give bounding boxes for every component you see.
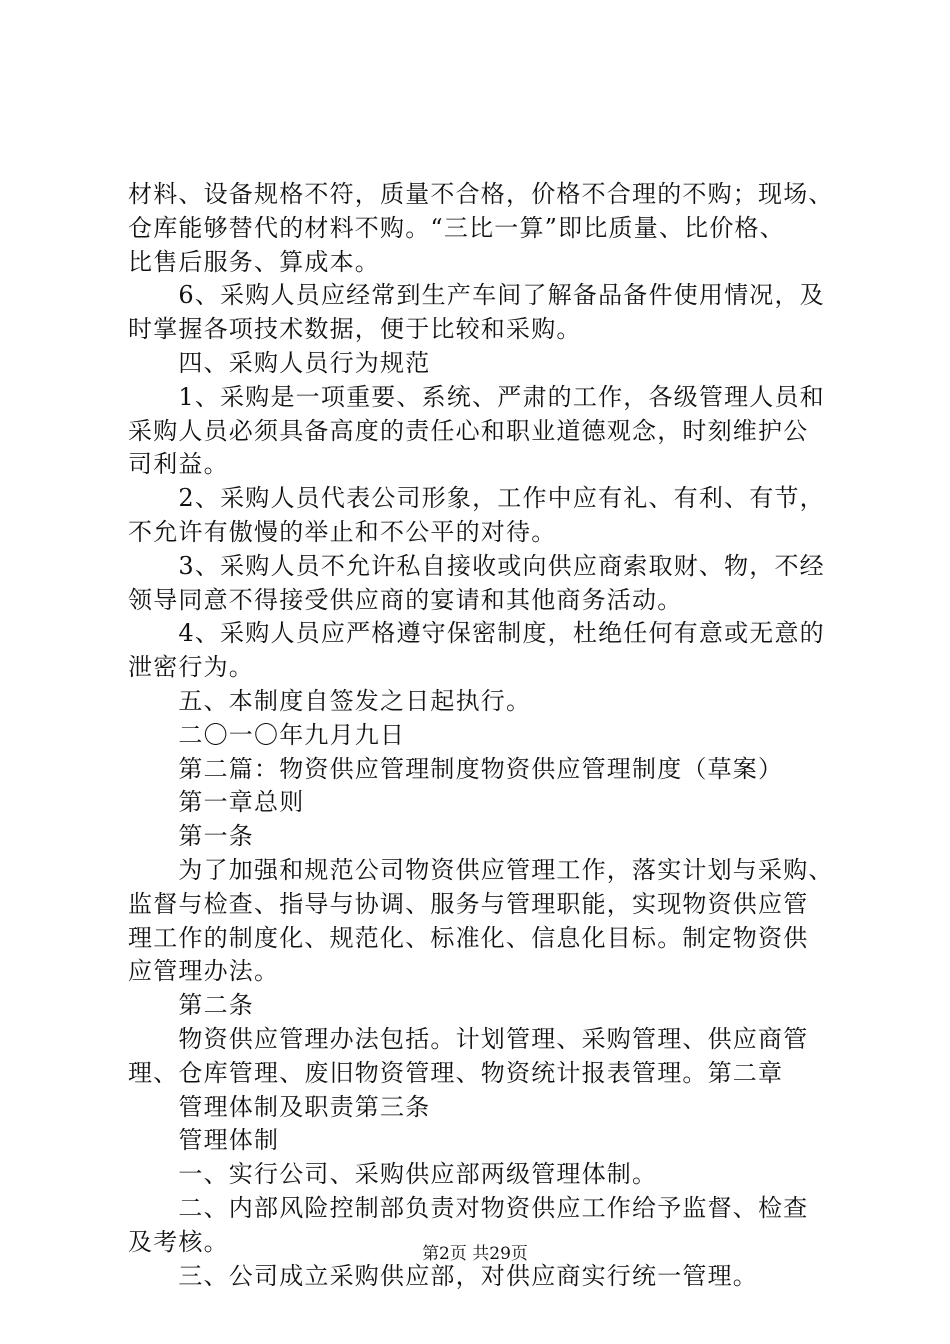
text-line: 二、内部风险控制部负责对物资供应工作给予监督、检查 <box>128 1193 809 1222</box>
page-number: 第2页 共29页 <box>422 1244 528 1264</box>
page-footer <box>0 1243 950 1265</box>
text-line: 材料、设备规格不符，质量不合格，价格不合理的不购；现场、 <box>128 180 834 208</box>
text-line: 监督与检查、指导与协调、服务与管理职能，实现物资供应管 <box>128 889 809 918</box>
text-line: 五、本制度自签发之日起执行。 <box>128 686 532 715</box>
text-line: 比售后服务、算成本。 <box>128 247 380 276</box>
text-line: 管理体制 <box>128 1126 280 1155</box>
text-line: 3、采购人员不允许私自接收或向供应商索取财、物，不经 <box>128 551 825 580</box>
text-line: 领导同意不得接受供应商的宴请和其他商务活动。 <box>128 585 683 614</box>
text-line: 三、公司成立采购供应部，对供应商实行统一管理。 <box>128 1261 758 1290</box>
text-line: 采购人员必须具备高度的责任心和职业道德观念，时刻维护公 <box>128 416 809 445</box>
chapter-heading: 第一章总则 <box>128 788 305 817</box>
text-line: 应管理办法。 <box>128 957 280 986</box>
text-line: 6、采购人员应经常到生产车间了解备品备件使用情况，及 <box>128 281 825 310</box>
article-heading: 第一条 <box>128 822 254 851</box>
text-line: 理、仓库管理、废旧物资管理、物资统计报表管理。第二章 <box>128 1058 784 1087</box>
text-line: 时掌握各项技术数据，便于比较和采购。 <box>128 315 582 344</box>
article-heading: 第二条 <box>128 991 254 1020</box>
text-line: 1、采购是一项重要、系统、严肃的工作，各级管理人员和 <box>128 382 825 411</box>
document-body <box>128 178 834 1293</box>
text-line: 仓库能够替代的材料不购。“三比一算”即比质量、比价格、 <box>128 213 785 242</box>
text-line: 理工作的制度化、规范化、标准化、信息化目标。制定物资供 <box>128 923 809 952</box>
text-line: 4、采购人员应严格遵守保密制度，杜绝任何有意或无意的 <box>128 619 825 648</box>
text-line: 为了加强和规范公司物资供应管理工作，落实计划与采购、 <box>128 855 834 884</box>
text-line: 一、实行公司、采购供应部两级管理体制。 <box>128 1160 658 1189</box>
text-line: 泄密行为。 <box>128 653 254 682</box>
section-heading: 四、采购人员行为规范 <box>128 348 431 377</box>
text-line: 2、采购人员代表公司形象，工作中应有礼、有利、有节， <box>128 484 825 513</box>
section-heading: 第二篇：物资供应管理制度物资供应管理制度（草案） <box>128 754 784 783</box>
text-line: 及考核。 <box>128 1227 229 1256</box>
text-line: 司利益。 <box>128 450 229 479</box>
text-line: 不允许有傲慢的举止和不公平的对待。 <box>128 517 557 546</box>
text-line: 物资供应管理办法包括。计划管理、采购管理、供应商管 <box>128 1024 809 1053</box>
date-line: 二〇一〇年九月九日 <box>128 720 406 749</box>
text-line: 管理体制及职责第三条 <box>128 1092 431 1121</box>
